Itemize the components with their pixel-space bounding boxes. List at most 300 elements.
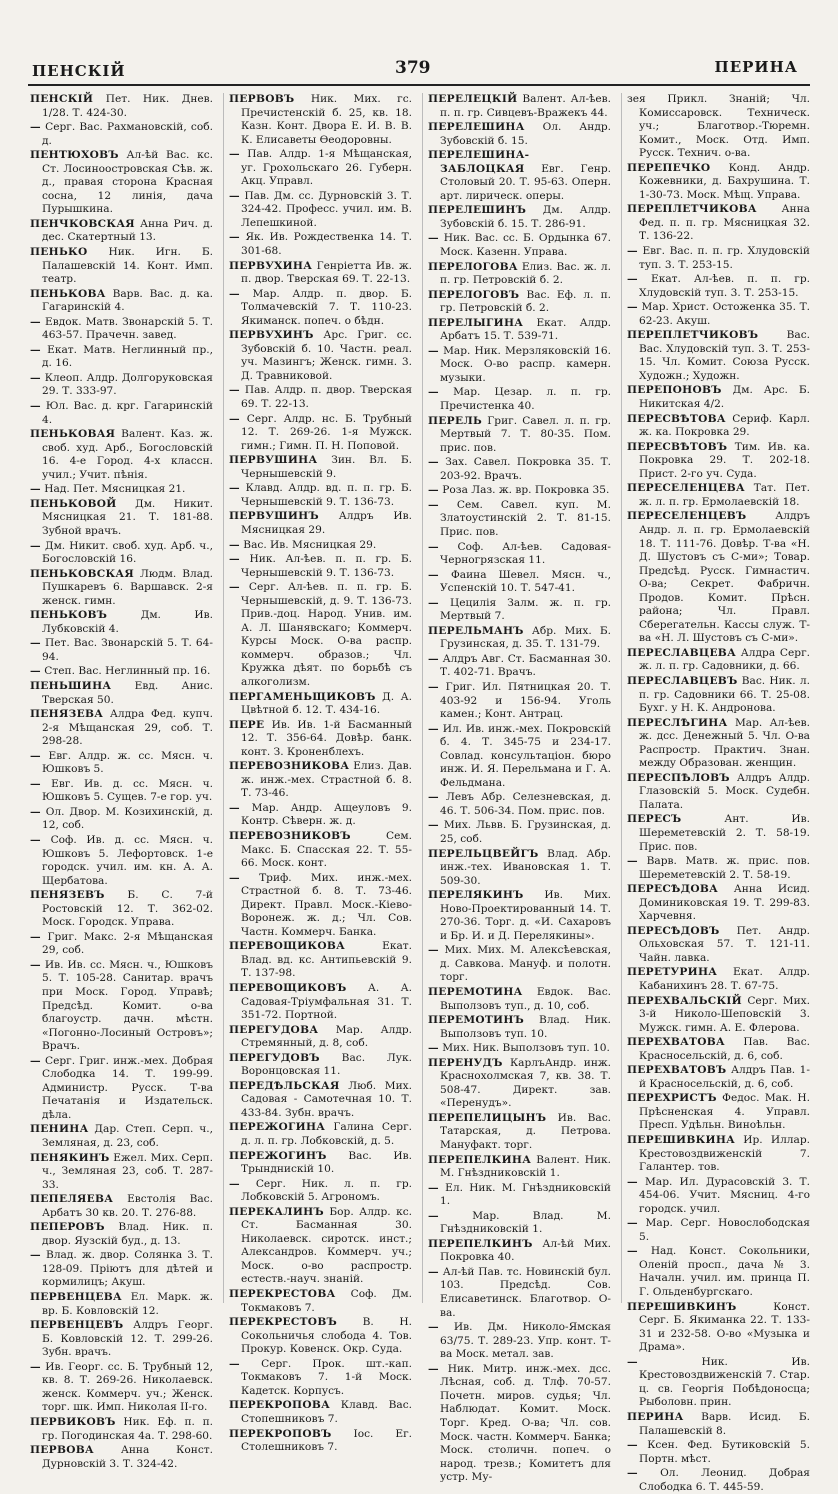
entry-details: Ник. Митр. инж.-мех. дсс. Лѣсная, соб. д. Тлф. 70-57. Почетн. миров. судья; Чл. Наблюдат. Комит. Моск. Торг. Кред. О-ва; Чл. сов. Моск. частн. Коммерч. Банка; Моск. столичн. попеч. о народ. трезв.; Комитетъ для устр. Му- xyxy=(440,1362,611,1484)
entry-surname: ПЕРВЕНЦЕВА xyxy=(30,1291,122,1304)
directory-entry xyxy=(627,1439,810,1466)
directory-entry xyxy=(428,415,611,456)
entry-details: Левъ Абр. Селезневская, д. 46. Т. 506-34. Пом. прис. пов. xyxy=(440,791,611,817)
entry-surname: — xyxy=(30,1360,41,1373)
directory-entry xyxy=(229,830,412,871)
entry-details: Галина Серг. д. л. п. гр. Лобковскій, д. 5. xyxy=(241,1121,412,1148)
entry-surname: — xyxy=(30,637,41,650)
entry-surname: — xyxy=(229,538,240,551)
entry-details: Варв. Вас. д. ка. Гагаринскій 4. xyxy=(42,287,213,314)
entry-surname: — xyxy=(229,1177,240,1190)
directory-entry xyxy=(428,386,611,413)
entry-surname: ПЕРЕНУДЪ xyxy=(428,1056,503,1069)
directory-entry xyxy=(428,345,611,386)
entry-surname: ПЕРЕШИВКИНЪ xyxy=(627,1300,737,1313)
entry-details: Ив. Ив. сс. Мясн. ч., Юшковъ 5. Т. 105-28. Санитар. врачъ при Моск. Город. Управѣ; Предсѣд. Комит. о-ва благоустр. дачн. мѣстн. «Погонно-Лосиный Островъ»; Врачъ. xyxy=(42,958,213,1053)
entry-details: Серг. Ал-ѣев. п. п. гр. Б. Чернышевскій, д. 9. Т. 136-73. Прив.-доц. Народ. Унив. им. А. Л. Шанявскаго; Коммерч. Курсы Моск. О-ва распр. коммерч. образов.; Чл. Кружка дѣят. по борьбѣ съ алкоголизм. xyxy=(241,581,412,688)
directory-entry xyxy=(30,246,213,287)
directory-entry xyxy=(627,384,810,411)
entry-details: Мар. Алдр. п. двор. Б. Толмачевскій 7. Т. 110-23. Якиманск. попеч. о бѣдн. xyxy=(241,287,412,327)
entry-surname: — xyxy=(428,819,439,832)
entry-details: Вас. Ив. Трынднискій 10. xyxy=(241,1149,412,1176)
entry-details: Ол. Двор. М. Козихинскій, д. 12, соб. xyxy=(42,805,213,832)
entry-surname: — xyxy=(428,1181,439,1194)
entry-details: Анна Фед. п. п. гр. Мясницкая 32. Т. 136-22. xyxy=(639,203,810,243)
entry-surname: ПЕНЬШИНА xyxy=(30,679,112,692)
entry-surname: — xyxy=(428,484,439,497)
directory-entry xyxy=(229,231,412,258)
directory-entry xyxy=(30,428,213,482)
directory-entry xyxy=(30,1123,213,1150)
entry-details: Мар. Серг. Новослободская 5. xyxy=(639,1217,810,1243)
directory-entry xyxy=(627,1134,810,1175)
entry-surname: ПЕРЕЛЫГИНА xyxy=(428,316,524,329)
directory-entry xyxy=(627,93,810,161)
entry-surname: ПЕРЕСЛАВЦЕВЪ xyxy=(627,674,738,687)
entry-details: Григ. Савел. л. п. гр. Мертвый 7. Т. 80-35. Пом. прис. пов. xyxy=(440,414,611,454)
directory-entry xyxy=(428,289,611,316)
entry-surname: ПЕРЕМОТИНА xyxy=(428,986,523,998)
entry-details: Дм. Ив. Лубковскій 4. xyxy=(42,609,213,635)
entry-surname: ПЕНЬКОВОЙ xyxy=(30,497,117,510)
entry-surname: ПЕРЕПЕЛКИНА xyxy=(428,1153,532,1166)
entry-surname: — xyxy=(428,596,439,609)
directory-entry xyxy=(428,848,611,889)
entry-details: Ксен. Фед. Бутиковскій 5. Портн. мѣст. xyxy=(639,1439,810,1465)
directory-entry xyxy=(428,791,611,818)
entry-surname: ПЕРЕЛЕШИНЪ xyxy=(428,204,527,217)
directory-entry xyxy=(428,569,611,596)
entry-details: Клавд. Вас. Стопешниковъ 7. xyxy=(241,1399,413,1425)
directory-entry xyxy=(428,541,611,568)
entry-details: Вас. Еф. л. п. гр. Петровскій б. 2. xyxy=(440,288,612,315)
entry-surname: ПЕРЕКРОПОВЪ xyxy=(229,1427,332,1440)
directory-entry xyxy=(30,1319,213,1360)
entry-details: Пет. Ник. Днев. 1/28. Т. 424-30. xyxy=(42,93,213,119)
directory-entry xyxy=(627,203,810,244)
entry-surname: — xyxy=(30,749,41,762)
directory-entry xyxy=(428,149,611,203)
directory-entry xyxy=(30,218,213,245)
entry-details: Конст. Серг. Б. Якиманка 22. Т. 133-31 и 232-58. О-во «Музыка и Драма». xyxy=(639,1300,810,1354)
entry-surname: ПЕРЕХВАТОВА xyxy=(627,1036,725,1049)
directory-entry xyxy=(229,288,412,329)
entry-surname: ПЕРЕХВАТОВЪ xyxy=(627,1064,727,1077)
entry-details: Вас. Вас. Хлудовскій туп. 3. Т. 253-15. Чл. Комит. Союза Русск. Художн.; Художн. xyxy=(639,329,810,382)
entry-details: Серг. Вас. Рахмановскій, соб. д. xyxy=(42,121,213,147)
directory-entry xyxy=(229,1052,412,1079)
directory-entry xyxy=(229,93,412,147)
entry-details: Тим. Ив. ка. Покровка 29. Т. 202-18. Прист. 2-го уч. Суда. xyxy=(639,440,810,480)
directory-entry xyxy=(30,1193,213,1220)
directory-entry xyxy=(627,925,810,966)
directory-entry xyxy=(229,1080,412,1121)
column-4 xyxy=(621,93,811,1493)
entry-surname: ПЕРГАМЕНЬЩИКОВЪ xyxy=(229,690,376,703)
entry-surname: — xyxy=(229,412,240,425)
directory-entry xyxy=(627,1411,810,1438)
entry-details: Ил. Ив. инж.-мех. Покровскій б. 4. Т. 345-75 и 234-17. Совлад. консультаціон. бюро инж. И. Я. Перельмана и Г. А. Фельдмана. xyxy=(440,722,611,789)
entry-details: Пав. Алдр. п. двор. Тверская 69. Т. 22-13. xyxy=(241,384,413,411)
entry-details: зея Прикл. Знаній; Чл. Комиссаровск. Техническ. уч.; Благотвор.-Тюремн. Комит., Моск. Отд. Имп. Русск. Технич. о-ва. xyxy=(627,93,810,160)
entry-surname: ПЕРЕПЛЕТЧИКОВА xyxy=(627,203,757,216)
entry-surname: — xyxy=(627,1245,638,1258)
directory-entry xyxy=(30,1152,213,1193)
entry-surname: — xyxy=(229,287,240,300)
entry-details: Серг. Григ. инж.-мех. Добрая Слободка 14. Т. 199-99. Администр. Русск. Т-ва Печатанія и Издательск. дѣла. xyxy=(42,1054,213,1121)
directory-entry xyxy=(428,1182,611,1209)
entry-details: Евг. Вас. п. п. гр. Хлудовскій туп. 3. Т. 253-15. xyxy=(639,245,810,271)
entry-details: Ел. Ник. М. Гнѣздниковскій 1. xyxy=(440,1181,611,1208)
directory-entry xyxy=(30,288,213,315)
entry-surname: — xyxy=(30,833,41,846)
entry-surname: — xyxy=(428,456,439,469)
entry-details: Ник. Ал-ѣев. п. п. гр. Б. Чернышевскій 9. Т. 136-73. xyxy=(241,553,413,579)
directory-entry xyxy=(30,680,213,707)
directory-entry xyxy=(627,273,810,300)
entry-details: Пав. Дм. сс. Дурновскій 3. Т. 324-42. Професс. учил. им. В. Лепешкиной. xyxy=(241,189,412,229)
column-2 xyxy=(223,93,413,1454)
directory-entry xyxy=(428,1238,611,1265)
entry-surname: ПЕРЕСЕЛЕНЦЕВЪ xyxy=(627,510,747,523)
directory-entry xyxy=(627,441,810,482)
entry-surname: — xyxy=(428,1321,439,1334)
entry-surname: — xyxy=(428,540,439,553)
directory-entry xyxy=(627,1064,810,1091)
directory-entry xyxy=(229,1288,412,1315)
directory-entry xyxy=(627,162,810,203)
entry-surname: — xyxy=(428,1265,439,1278)
directory-entry xyxy=(229,1399,412,1426)
entry-details: Вас. Ив. Мясницкая 29. xyxy=(243,538,377,551)
entry-surname: — xyxy=(229,553,240,566)
entry-surname: — xyxy=(30,958,41,971)
directory-entry xyxy=(30,1444,213,1471)
entry-surname: ПЕРЕСВѢТОВА xyxy=(627,412,726,425)
entry-surname: ПЕРЕЛЕШИНА-ЗАБЛОЦКАЯ xyxy=(428,149,530,175)
directory-entry xyxy=(30,889,213,930)
directory-entry xyxy=(428,1112,611,1153)
entry-details: Варв. Матв. ж. прис. пов. Шереметевскій 2. Т. 58-19. xyxy=(639,855,810,881)
directory-entry xyxy=(30,93,213,120)
entry-surname: ПЕРЕСЛАВЦЕВА xyxy=(627,646,736,659)
directory-entry xyxy=(428,1266,611,1320)
directory-entry xyxy=(229,260,412,287)
directory-entry xyxy=(428,1154,611,1181)
directory-entry xyxy=(229,940,412,981)
directory-entry xyxy=(428,681,611,722)
entry-details: Сем. Макс. Б. Спасская 22. Т. 55-66. Моск. конт. xyxy=(241,829,412,870)
entry-details: Алдра Фед. купч. 2-я Мѣщанская 29, соб. Т. 298-28. xyxy=(42,708,213,748)
entry-details: Юл. Вас. д. крг. Гагаринскій 4. xyxy=(42,400,213,426)
entry-details: Ник. Вас. сс. Б. Ордынка 67. Моск. Казенн. Управа. xyxy=(440,232,611,259)
directory-entry xyxy=(627,1217,810,1244)
entry-surname: ПЕРЕХРИСТЪ xyxy=(627,1092,717,1105)
entry-details: Ал-ѣй Вас. кс. Ст. Лосиноостровская Сѣв. ж. д., правая сторона Красная сосна, 12 линія, дача Пурышкина. xyxy=(42,149,213,216)
directory-entry xyxy=(229,691,412,718)
directory-entry xyxy=(627,675,810,716)
entry-surname: — xyxy=(428,680,439,693)
entry-surname: — xyxy=(229,231,240,244)
entry-surname: — xyxy=(229,189,240,202)
entry-details: Влад. Ник. Выползовъ туп. 10. xyxy=(440,1014,611,1040)
entry-details: Екат. Ал-ѣев. п. п. гр. Хлудовскій туп. 3. Т. 253-15. xyxy=(639,273,810,299)
directory-entry xyxy=(30,806,213,833)
entry-surname: ПЕРЕЖОГИНА xyxy=(229,1121,326,1134)
directory-entry xyxy=(229,802,412,829)
entry-details: Ол. Андр. Зубовскій б. 15. xyxy=(440,121,611,147)
entry-surname: ПЕНЬКО xyxy=(30,246,88,259)
directory-entry xyxy=(30,1291,213,1318)
entry-details: Евг. Генр. Столовый 20. Т. 95-63. Оперн. арт. лирическ. оперы. xyxy=(440,162,611,202)
directory-entry xyxy=(30,344,213,371)
entry-surname: — xyxy=(428,1042,439,1055)
directory-entry xyxy=(30,665,213,679)
entry-surname: — xyxy=(627,1175,638,1188)
entry-details: Дм. Никит. своб. худ. Арб. ч., Богословскій 16. xyxy=(42,539,213,566)
directory-entry xyxy=(627,1036,810,1063)
directory-entry xyxy=(428,889,611,943)
entry-surname: ПЕРЕДѢЛЬСКАЯ xyxy=(229,1079,340,1092)
entry-surname: ПЕРЕТУРИНА xyxy=(627,966,718,979)
entry-surname: ПЕРВОВЪ xyxy=(229,93,295,105)
entry-details: Евд. Анис. Тверская 50. xyxy=(42,679,213,706)
directory-entry xyxy=(627,647,810,674)
directory-entry xyxy=(229,413,412,454)
entry-details: Як. Ив. Рождественка 14. Т. 301-68. xyxy=(241,231,412,258)
entry-surname: ПЕНЬКОВЪ xyxy=(30,609,108,622)
directory-entry xyxy=(428,93,611,120)
entry-details: Евг. Ив. д. сс. Мясн. ч. Юшковъ 5. Сущев. 7-е гор. уч. xyxy=(42,777,213,804)
entry-surname: — xyxy=(229,1357,240,1370)
entry-details: Григ. Ил. Пятницкая 20. Т. 403-92 и 156-94. Уголь камен.; Конт. Антрац. xyxy=(440,680,611,721)
directory-entry xyxy=(428,653,611,680)
entry-details: Ив. Мих. Ново-Проектированный 14. Т. 270-36. Торг. д. «И. Сахаровъ и Бр. И. и Д. Перелякины». xyxy=(440,889,611,942)
directory-entry xyxy=(30,1416,213,1443)
directory-entry xyxy=(229,454,412,481)
entry-details: Варв. Исид. Б. Палашевскій 8. xyxy=(639,1410,810,1437)
entry-details: Мих. Мих. М. Алексѣевская, д. Савкова. Мануф. и полотн. торг. xyxy=(440,944,612,984)
directory-entry xyxy=(627,1301,810,1355)
directory-entry xyxy=(627,855,810,882)
entry-surname: ПЕРЕЛЬЦВЕЙГЪ xyxy=(428,847,539,860)
entry-surname: — xyxy=(30,805,41,818)
entry-details: Ник. Ив. Крестовоздвиженскій 7. Стар. ц. св. Георгія Побѣдоносца; Рыболовн. прин. xyxy=(639,1355,810,1409)
directory-entry xyxy=(428,944,611,985)
directory-entry xyxy=(30,483,213,497)
entry-surname: ПЕРЕСЕЛЕНЦЕВА xyxy=(627,482,745,495)
directory-entry xyxy=(627,301,810,328)
entry-details: Мар. Влад. М. Гнѣздниковскій 1. xyxy=(440,1209,611,1236)
directory-entry xyxy=(30,498,213,539)
entry-details: Екат. Влад. вд. кс. Антипьевскій 9. Т. 137-98. xyxy=(241,940,412,980)
directory-entry xyxy=(30,959,213,1054)
entry-details: Влад. Ник. п. двор. Яузскій буд., д. 13. xyxy=(42,1221,213,1247)
directory-entry xyxy=(627,245,810,272)
running-head-right: ПЕРИНА xyxy=(714,58,798,76)
directory-entry xyxy=(30,540,213,567)
entry-details: Роза Лаз. ж. вр. Покровка 35. xyxy=(442,484,610,497)
entry-surname: ПЕРЕВОЩИКОВА xyxy=(229,940,346,953)
entry-surname: ПЕРЕМОТИНЪ xyxy=(428,1014,525,1027)
entry-surname: — xyxy=(627,1355,638,1368)
directory-entry xyxy=(229,1150,412,1177)
directory-entry xyxy=(428,986,611,1013)
entry-details: Пет. Андр. Ольховская 57. Т. 121-11. Чайн. лавка. xyxy=(639,924,811,964)
entry-surname: ПЕРЕПЕЛКИНЪ xyxy=(428,1237,533,1250)
entry-details: Триф. Мих. инж.-мех. Страстной б. 8. Т. 73-46. Директ. Правл. Моск.-Кіево-Воронеж. ж. д.; Чл. Сов. Частн. Коммерч. Банка. xyxy=(241,871,412,938)
entry-details: Мар. Ник. Мерзляковскій 16. Моск. О-во распр. камерн. музыки. xyxy=(440,344,611,384)
entry-surname: ПЕНЯКИНЪ xyxy=(30,1151,110,1164)
entry-surname: — xyxy=(229,801,240,814)
entry-surname: — xyxy=(627,273,638,286)
entry-details: Ив. Вас. Татарская, д. Петрова. Мануфакт. торг. xyxy=(440,1111,612,1152)
entry-details: Алдръ Алдр. Глазовскій 5. Моск. Судебн. Палата. xyxy=(639,771,810,811)
entry-surname: ПЕРИНА xyxy=(627,1410,684,1423)
directory-entry xyxy=(30,149,213,217)
entry-surname: ПЕРВУШИНЪ xyxy=(229,510,319,523)
entry-surname: ПЕРЕЛЕШИНА xyxy=(428,121,525,134)
entry-surname: — xyxy=(627,245,638,258)
directory-entry xyxy=(627,510,810,645)
directory-entry xyxy=(627,883,810,924)
directory-entry xyxy=(428,1321,611,1362)
entry-surname: — xyxy=(428,344,439,357)
entry-surname: — xyxy=(229,871,240,884)
entry-details: Соф. Ал-ѣев. Садовая-Черногрязская 11. xyxy=(440,540,611,567)
entry-surname: — xyxy=(30,1054,41,1067)
entry-surname: ПЕНТЮХОВЪ xyxy=(30,149,119,162)
directory-entry xyxy=(428,1057,611,1111)
entry-details: Валент. Каз. ж. своб. худ. Арб., Богословскій 16. 4-е Город. 4-х классн. учил.; Учит. пѣнія. xyxy=(42,428,213,481)
directory-entry xyxy=(229,1206,412,1287)
directory-entry xyxy=(229,719,412,760)
entry-surname: ПЕРЕСЪ xyxy=(627,813,682,826)
column-3 xyxy=(422,93,612,1484)
entry-surname: — xyxy=(428,944,439,957)
directory-entry xyxy=(627,482,810,509)
entry-surname: ПЕРЕГУДОВЪ xyxy=(229,1051,320,1064)
entry-details: Соф. Ив. д. сс. Мясн. ч. Юшковъ 5. Лефортовск. 1-е городск. учил. им. кн. А. А. Щербатова. xyxy=(42,833,213,887)
directory-entry xyxy=(30,931,213,958)
entry-surname: — xyxy=(229,581,240,594)
directory-entry xyxy=(229,872,412,940)
directory-entry xyxy=(229,510,412,537)
entry-surname: ПЕРЕСПѢЛОВЪ xyxy=(627,771,730,784)
directory-entry xyxy=(229,1358,412,1399)
entry-details: Над. Пет. Мясницкая 21. xyxy=(44,483,186,496)
directory-entry xyxy=(30,1361,213,1415)
entry-details: Вас. Ник. л. п. гр. Садовники 66. Т. 25-08. Бухг. у Н. К. Андронова. xyxy=(639,674,810,715)
directory-entry xyxy=(428,723,611,791)
entry-details: Ив. Дм. Николо-Ямская 63/75. Т. 289-23. Упр. конт. Т-ва Моск. метал. зав. xyxy=(440,1321,611,1361)
entry-surname: ПЕРЕКАЛИНЪ xyxy=(229,1205,324,1218)
directory-columns xyxy=(30,93,811,1493)
entry-details: Алдръ Андр. л. п. гр. Ермолаевскій 18. Т. 111-76. Довѣр. Т-ва «Н. Д. Шустовъ съ С-ми»; Товар. Предсѣд. Русск. Гимнастич. О-ва; Секрет. Фабричн. Продов. Комит. Прѣсн. района; Чл. Правл. Сберегательн. Кассы служ. Т-ва «Н. Л. Шустовъ съ С-ми». xyxy=(639,510,810,645)
entry-details: Пав. Вас. Красносельскій, д. 6, соб. xyxy=(639,1036,811,1062)
entry-surname: ПЕРЕВОЗНИКОВА xyxy=(229,760,350,773)
directory-entry xyxy=(627,1356,810,1410)
entry-details: Мар. Ал-ѣев. ж. дсс. Денежный 5. Чл. О-ва Распростр. Практич. Знан. между Образован. женщин. xyxy=(639,716,810,770)
entry-surname: ПЕПЕЛЯЕВА xyxy=(30,1193,114,1206)
entry-details: Тат. Пет. ж. л. п. гр. Ермолаевскій 18. xyxy=(639,482,810,508)
entry-surname: ПЕНЬКОВАЯ xyxy=(30,428,116,441)
entry-surname: ПЕРЕХВАЛЬСКІЙ xyxy=(627,994,742,1007)
entry-surname: — xyxy=(30,121,41,134)
entry-details: Мих. Львв. Б. Грузинская, д. 25, соб. xyxy=(440,819,611,845)
directory-entry xyxy=(428,317,611,344)
directory-entry xyxy=(428,232,611,259)
entry-details: Серг. Ник. л. п. гр. Лобковскій 5. Агрономъ. xyxy=(241,1177,412,1204)
entry-details: Мих. Ник. Выползовъ туп. 10. xyxy=(442,1042,610,1055)
entry-details: Фаина Шевел. Мясн. ч., Успенскій 10. Т. 547-41. xyxy=(440,568,611,595)
entry-details: Ник. Еф. п. п. гр. Погодинская 4а. Т. 298-60. xyxy=(42,1415,213,1442)
entry-surname: — xyxy=(30,315,41,328)
entry-details: Влад. ж. двор. Солянка 3. Т. 128-09. Пріютъ для дѣтей и кормилицъ; Акуш. xyxy=(42,1249,213,1289)
directory-entry xyxy=(428,597,611,624)
entry-surname: ПЕРЕСВѢТОВЪ xyxy=(627,440,728,453)
directory-entry xyxy=(30,778,213,805)
entry-details: Люб. Мих. Садовая - Самотечная 10. Т. 433-84. Зубн. врачъ. xyxy=(241,1079,412,1119)
entry-surname: — xyxy=(30,665,41,678)
entry-surname: ПЕРЕЛЕЦКІЙ xyxy=(428,93,518,105)
entry-details: А. А. Садовая-Тріумфальная 31. Т. 351-72. Портной. xyxy=(241,982,412,1022)
entry-surname: ПЕРЕПЕЧКО xyxy=(627,161,711,174)
entry-details: Мар. Христ. Остоженка 35. Т. 62-23. Акуш. xyxy=(639,301,810,327)
entry-surname: — xyxy=(30,343,41,356)
entry-surname: ПЕРВУШИНА xyxy=(229,454,318,467)
entry-surname: ПЕРЕЛЬМАНЪ xyxy=(428,624,524,637)
entry-surname: ПЕРЕПОНОВЪ xyxy=(627,384,722,397)
entry-details: Ник. Игн. Б. Палашевскій 14. Конт. Имп. театр. xyxy=(42,246,213,286)
entry-details: Алдра Серг. ж. л. п. гр. Садовники, д. 66. xyxy=(639,646,810,673)
entry-surname: — xyxy=(30,539,41,552)
entry-surname: — xyxy=(428,568,439,581)
entry-surname: — xyxy=(627,1439,638,1452)
directory-entry xyxy=(30,750,213,777)
entry-surname: ПЕРВЕНЦЕВЪ xyxy=(30,1319,124,1332)
entry-surname: ПЕРЕВОЩИКОВЪ xyxy=(229,982,347,994)
directory-entry xyxy=(229,581,412,689)
directory-entry xyxy=(229,1024,412,1051)
entry-surname: ПЕРЕЛОГОВА xyxy=(428,260,518,273)
entry-surname: — xyxy=(627,301,638,314)
directory-entry xyxy=(627,413,810,440)
entry-surname: ПЕНЯЗЕВА xyxy=(30,708,104,721)
entry-details: Іос. Ег. Столешниковъ 7. xyxy=(241,1427,412,1454)
directory-entry xyxy=(428,1363,611,1485)
entry-details: Григ. Макс. 2-я Мѣщанская 29, соб. xyxy=(42,930,213,957)
entry-details: КарлъАндр. инж. Краснохолмская 7, кв. 38. Т. 508-47. Директ. зав. «Перенудъ». xyxy=(440,1056,611,1110)
directory-entry xyxy=(627,1092,810,1133)
entry-details: Степ. Вас. Неглинный пр. 16. xyxy=(44,665,211,678)
entry-details: Екат. Алдр. Арбатъ 15. Т. 539-71. xyxy=(440,316,611,343)
entry-details: Генріетта Ив. ж. п. двор. Тверская 69. Т. 22-13. xyxy=(241,259,412,286)
entry-surname: ПЕНИНА xyxy=(30,1123,89,1136)
entry-surname: ПЕНЬКОВСКАЯ xyxy=(30,567,134,580)
directory-entry xyxy=(30,834,213,888)
entry-details: Ел. Марк. ж. вр. Б. Ковловскій 12. xyxy=(42,1291,213,1317)
directory-entry xyxy=(30,1221,213,1248)
entry-surname: ПЕРЕСЛѢГИНА xyxy=(627,716,728,729)
directory-entry xyxy=(428,456,611,483)
directory-entry xyxy=(229,384,412,411)
column-1 xyxy=(30,93,214,1470)
entry-details: Анна Рич. д. дес. Скатертный 13. xyxy=(42,217,213,244)
directory-entry xyxy=(627,966,810,993)
entry-surname: — xyxy=(229,384,240,397)
entry-details: Елиз. Вас. ж. л. п. гр. Петровскій б. 2. xyxy=(440,260,611,287)
